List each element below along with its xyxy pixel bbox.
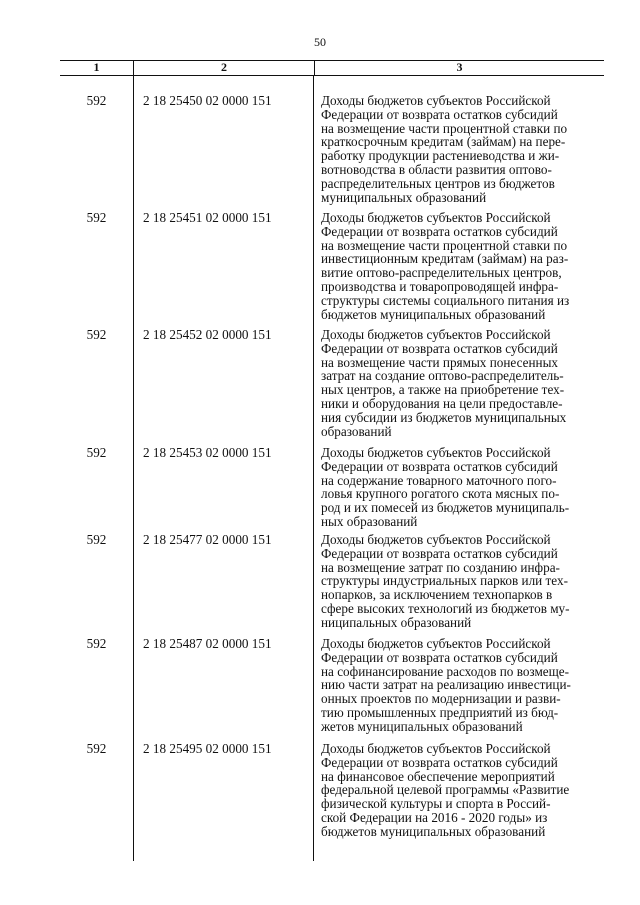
header-col-2: 2 <box>133 61 314 75</box>
description-line: на возмещение затрат по созданию инфра- <box>321 559 560 575</box>
description-line: инвестиционным кредитам (займам) на раз- <box>321 251 569 267</box>
description-line: затрат на создание оптово-распределитель- <box>321 368 564 384</box>
description-line: Доходы бюджетов субъектов Российской <box>321 636 551 651</box>
table-row <box>60 742 604 839</box>
description-line: образований <box>321 423 392 439</box>
description-line: нию части затрат на реализацию инвестици- <box>321 677 571 693</box>
description-line: Федерации от возврата остатков субсидий <box>321 458 558 474</box>
description-line: бюджетов муниципальных образований <box>321 306 546 322</box>
budget-classification-code-cell: 2 18 25452 02 0000 151 <box>143 327 272 342</box>
income-description-cell <box>313 533 604 630</box>
description-line: муниципальных образований <box>321 189 487 205</box>
description-line: ных образований <box>321 513 418 529</box>
income-description-cell <box>313 742 604 839</box>
income-description-cell <box>313 211 604 321</box>
description-line: Федерации от возврата остатков субсидий <box>321 223 558 239</box>
description-line: ской Федерации на 2016 - 2020 годы» из <box>321 809 548 825</box>
description-line: ниципальных образований <box>321 614 472 630</box>
description-line: Доходы бюджетов субъектов Российской <box>321 327 551 342</box>
description-line: на возмещение части прямых понесенных <box>321 354 559 370</box>
income-description-cell <box>313 328 604 438</box>
budget-classification-code-cell: 2 18 25453 02 0000 151 <box>143 445 272 460</box>
income-description-cell <box>313 94 604 204</box>
description-line: на возмещение части процентной ставки по <box>321 120 568 136</box>
description-line: Федерации от возврата остатков субсидий <box>321 649 558 665</box>
description-line: на содержание товарного маточного пого- <box>321 472 557 488</box>
table-row <box>60 446 604 529</box>
description-line: онных проектов по модернизации и разви- <box>321 691 561 707</box>
description-line: сфере высоких технологий из бюджетов му- <box>321 600 570 616</box>
description-line: бюджетов муниципальных образований <box>321 823 546 839</box>
income-description-cell <box>313 637 604 734</box>
description-line: Доходы бюджетов субъектов Российской <box>321 445 551 460</box>
header-col-3: 3 <box>314 61 604 75</box>
budget-classification-code-cell: 2 18 25450 02 0000 151 <box>143 93 272 108</box>
description-line: на финансовое обеспечение мероприятий <box>321 768 555 784</box>
description-line: структуры индустриальных парков или тех- <box>321 573 568 589</box>
admin-code-cell: 592 <box>86 327 107 342</box>
admin-code-cell: 592 <box>86 532 107 547</box>
description-line: Федерации от возврата остатков субсидий <box>321 545 558 561</box>
budget-classification-code-cell: 2 18 25487 02 0000 151 <box>143 636 272 651</box>
admin-code-cell: 592 <box>86 210 107 225</box>
description-line: Федерации от возврата остатков субсидий <box>321 106 558 122</box>
description-line: жетов муниципальных образований <box>321 718 523 734</box>
income-description-cell <box>313 446 604 529</box>
admin-code-cell: 592 <box>86 741 107 756</box>
description-line: род и их помесей из бюджетов муниципаль- <box>321 500 570 516</box>
table-row <box>60 637 604 734</box>
budget-classification-code-cell: 2 18 25477 02 0000 151 <box>143 532 272 547</box>
table-header <box>60 60 604 76</box>
description-line: ных центров, а также на приобретение тех- <box>321 382 565 398</box>
budget-codes-table <box>60 60 604 861</box>
description-line: Доходы бюджетов субъектов Российской <box>321 532 551 547</box>
description-line: нопарков, за исключением технопарков в <box>321 587 553 603</box>
description-line: Федерации от возврата остатков субсидий <box>321 754 558 770</box>
description-line: Доходы бюджетов субъектов Российской <box>321 741 551 756</box>
admin-code-cell: 592 <box>86 636 107 651</box>
description-line: на софинансирование расходов по возмеще- <box>321 663 570 679</box>
description-line: вотноводства в области развития оптово- <box>321 161 552 177</box>
description-line: ники и оборудования на цели предоставле- <box>321 395 563 411</box>
description-line: работку продукции растениеводства и жи- <box>321 148 560 164</box>
description-line: федеральной целевой программы «Развитие <box>321 782 570 798</box>
description-line: ния субсидии из бюджетов муниципальных <box>321 409 567 425</box>
description-line: Доходы бюджетов субъектов Российской <box>321 210 551 225</box>
description-line: Доходы бюджетов субъектов Российской <box>321 93 551 108</box>
description-line: витие оптово-распределительных центров, <box>321 265 562 281</box>
description-line: распределительных центров из бюджетов <box>321 175 555 191</box>
description-line: на возмещение части процентной ставки по <box>321 237 568 253</box>
table-row <box>60 94 604 204</box>
description-line: производства и товаропроводящей инфра- <box>321 278 559 294</box>
header-col-1: 1 <box>93 60 100 74</box>
admin-code-cell: 592 <box>86 93 107 108</box>
budget-classification-code-cell: 2 18 25495 02 0000 151 <box>143 741 272 756</box>
description-line: тию промышленных предприятий из бюд- <box>321 704 559 720</box>
description-line: ловья крупного рогатого скота мясных по- <box>321 486 560 502</box>
admin-code-cell: 592 <box>86 445 107 460</box>
budget-classification-code-cell: 2 18 25451 02 0000 151 <box>143 210 272 225</box>
description-line: структуры системы социального питания из <box>321 292 570 308</box>
table-row <box>60 328 604 438</box>
table-row <box>60 533 604 630</box>
description-line: краткосрочным кредитам (займам) на пере- <box>321 134 566 150</box>
table-row <box>60 211 604 321</box>
description-line: Федерации от возврата остатков субсидий <box>321 340 558 356</box>
description-line: физической культуры и спорта в Россий- <box>321 796 551 812</box>
page-number: 50 <box>314 35 326 49</box>
table-body <box>60 76 604 861</box>
